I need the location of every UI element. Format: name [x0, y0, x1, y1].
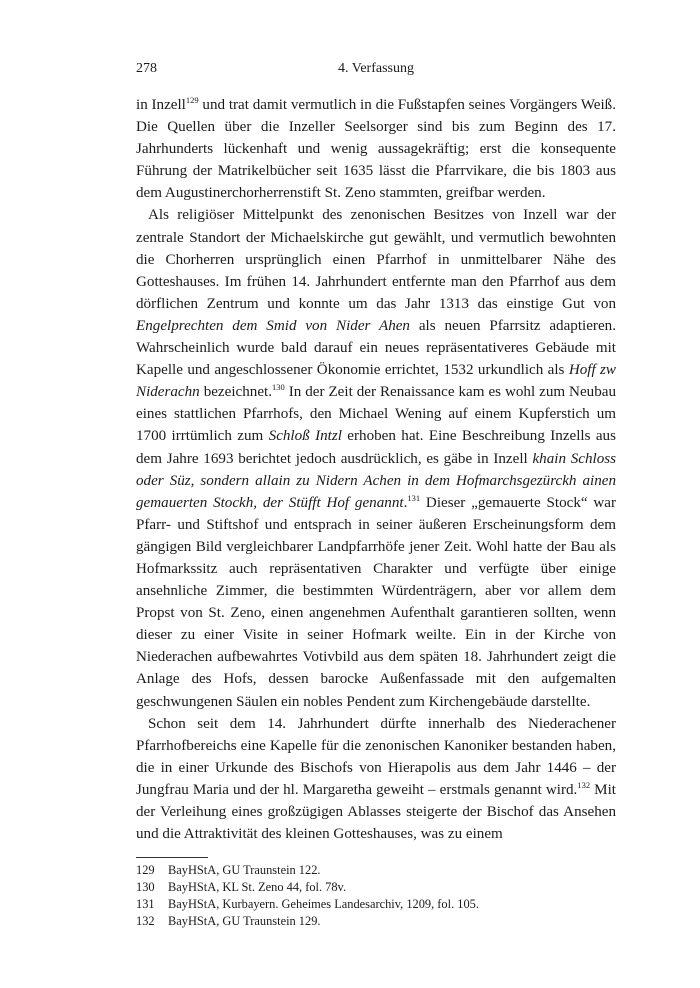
running-title: 4. Verfassung	[338, 61, 414, 76]
footnote-text: BayHStA, GU Traunstein 129.	[168, 913, 321, 928]
italic-quotation: khain Schloss oder Süz, sondern allain zu Nidern Achen in dem Hofmarchsgezürckh ainen gemauerten Stockh, der Stüfft Hof genannt	[136, 450, 617, 511]
body-paragraph	[136, 713, 616, 846]
text-run: In der Zeit der Renaissance kam es wohl zum Neubau eines stattlichen Pfarrhofs, den Michael Wening auf einem Kupferstich um 1700 irrtümlich zum	[136, 384, 616, 445]
footnote	[136, 879, 616, 896]
footnote-number: 130	[136, 879, 155, 894]
footnote-divider	[136, 857, 208, 858]
page-number: 278	[136, 61, 157, 76]
body-text	[136, 94, 616, 845]
text-run: bezeichnet.	[199, 384, 272, 401]
body-paragraph	[136, 204, 616, 712]
text-run: erhoben hat. Eine Beschreibung Inzells aus dem Jahre 1693 berichtet jedoch ausdrücklich, es gäbe in Inzell	[136, 428, 616, 467]
footnote	[136, 862, 616, 879]
footnote-reference: 131	[407, 492, 421, 503]
footnote	[136, 913, 616, 930]
text-run: Dieser „gemauerte Stock“ war Pfarr- und Stiftshof und entsprach in seiner äußeren Erscheinungsform dem gängigen Bild vergleichbarer Landpfarrhöfe jener Zeit. Wohl hatte der Bau als Hofmarkssitz auch repräsentativen Charakter und verfügte über einige ansehnliche Zimmer, die bestimmten Würdenträgern, aber vor allem dem Propst von St. Zeno, einen angenehmen Aufenthalt garantieren sollten, wenn dieser zu einer Visite in seiner Hofmark weilte. Ein in der Kirche von Niederachen aufbewahrtes Votivbild aus dem späten 18. Jahrhundert zeigt die Anlage des Hofs, dessen barocke Außenfassade mit den aufgemalten geschwungenen Säulen ein nobles Pendent zum Kirchengebäude darstellte.	[136, 494, 616, 710]
footnote-number: 129	[136, 863, 155, 878]
body-paragraph	[136, 94, 616, 204]
italic-quotation: Hoff zw Niderachn	[136, 362, 616, 401]
text-run: und trat damit vermutlich in die Fußstapfen seines Vorgängers Weiß. Die Quellen über die Inzeller Seelsorger sind bis zum Beginn des 17. Jahrhunderts lückenhaft und wenig aussagekräftig; erst die konsequente Führung der Matrikelbücher seit 1635 lässt die Pfarrvikare, die bis 1803 aus dem Augustinerchorherrenstift St. Zeno stammten, greifbar werden.	[136, 97, 616, 202]
text-run: Mit der Verleihung eines großzügigen Ablasses steigerte der Bischof das Ansehen und die Attraktivität des kleinen Gotteshauses, was zu einem	[136, 781, 616, 843]
footnote-text: BayHStA, KL St. Zeno 44, fol. 78v.	[168, 879, 347, 894]
footnote-number: 131	[136, 896, 155, 911]
italic-quotation: Schloß Intzl	[268, 428, 342, 445]
footnote-number: 132	[136, 913, 155, 928]
text-run: .	[403, 494, 408, 511]
italic-quotation: Engelprechten dem Smid von Nider Ahen	[136, 317, 410, 334]
footnote	[136, 896, 616, 913]
text-run: Als religiöser Mittelpunkt des zenonischen Besitzes von Inzell war der zentrale Standort der Michaelskirche gut gewählt, und vermutlich bewohnten die Chorherren ursprünglich einen Pfarrhof in unmittelbarer Nähe des Gotteshauses. Im frühen 14. Jahrhundert entfernte man den Pfarrhof aus dem dörflichen Zentrum und konnte um das Jahr 1313 das einstige Gut von	[136, 207, 616, 312]
footnote-reference: 130	[272, 382, 285, 393]
footnote-text: BayHStA, Kurbayern. Geheimes Landesarchiv, 1209, fol. 105.	[168, 896, 479, 911]
text-run: als neuen Pfarrsitz adaptieren. Wahrscheinlich wurde bald darauf ein neues repräsentativeres Gebäude mit Kapelle und angeschlossener Ökonomie errichtet, 1532 urkundlich als	[136, 317, 616, 379]
text-run: Schon seit dem 14. Jahrhundert dürfte innerhalb des Niederachener Pfarrhofbereichs eine Kapelle für die zenonischen Kanoniker bestanden haben, die in einer Urkunde des Bischofs von Hierapolis aus dem Jahr 1446 – der Jungfrau Maria und der hl. Margaretha geweiht – erstmals genannt wird.	[136, 715, 616, 798]
page-header	[136, 58, 616, 80]
footnotes	[136, 862, 616, 929]
book-page	[136, 58, 616, 929]
footnote-reference: 129	[185, 94, 199, 105]
footnote-reference: 132	[577, 779, 591, 790]
text-run: in Inzell	[136, 97, 186, 113]
footnote-text: BayHStA, GU Traunstein 122.	[168, 863, 321, 878]
